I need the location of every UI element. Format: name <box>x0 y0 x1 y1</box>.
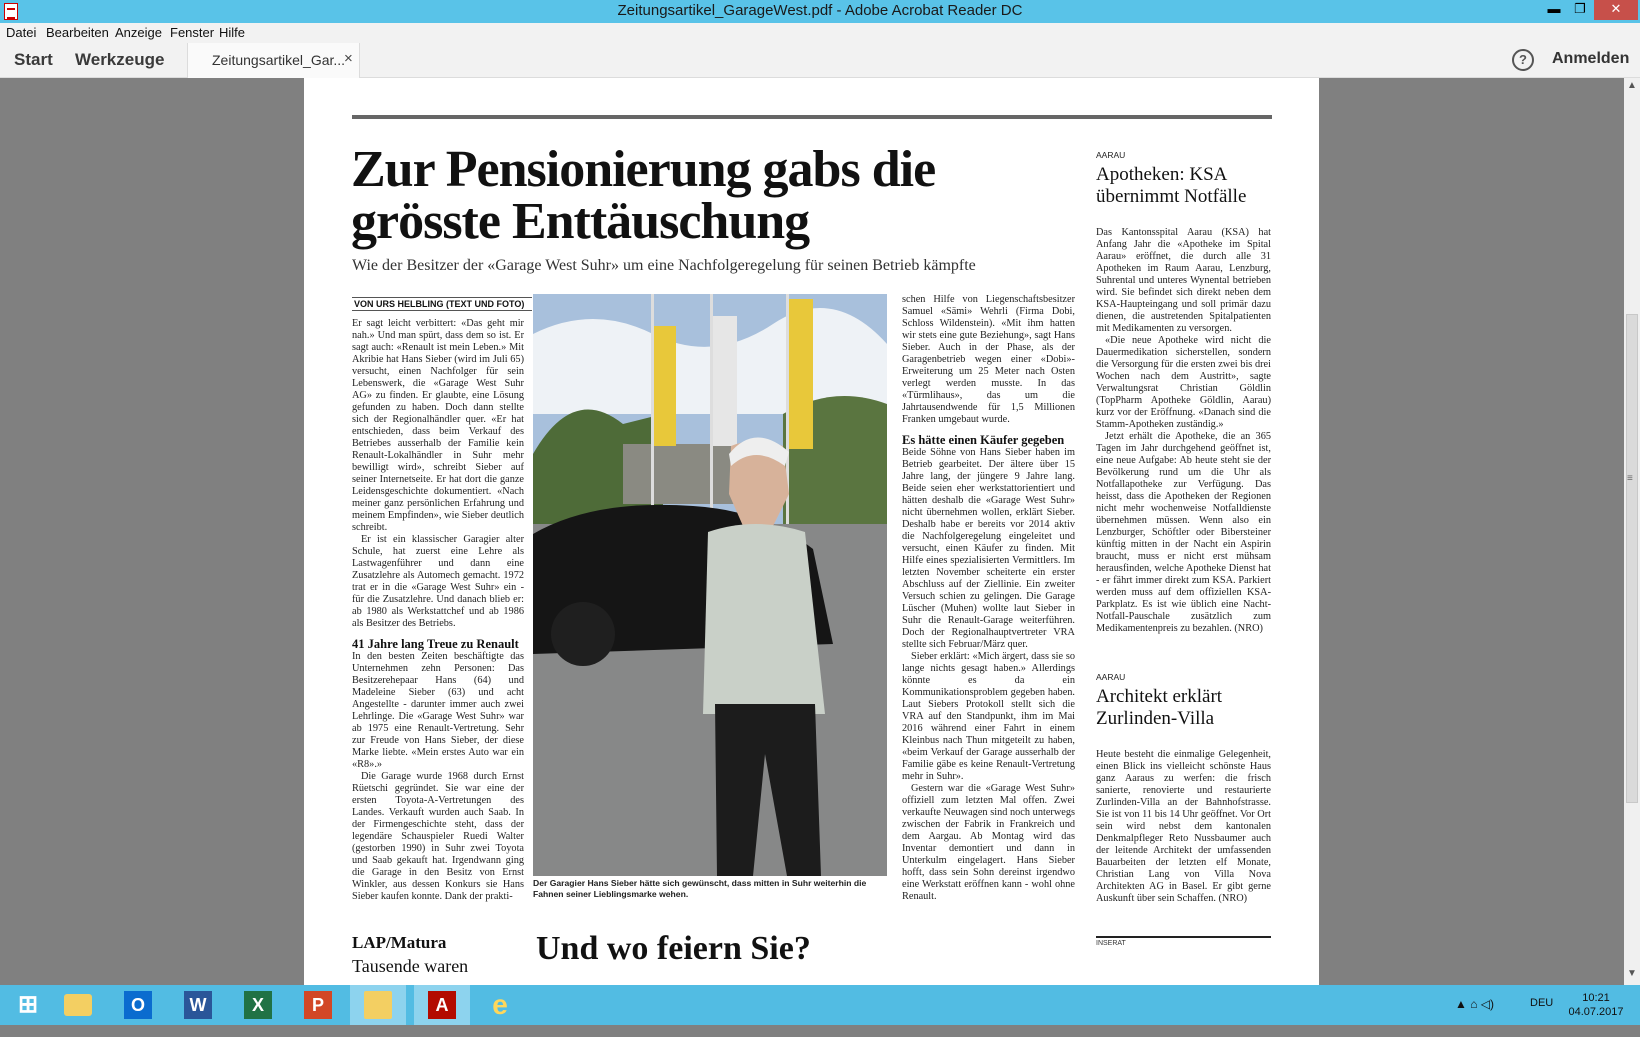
paragraph: Beide Söhne von Hans Sieber haben im Betrieb gearbeitet. Der ältere über 15 Jahre lang, der jüngere 9 Jahre lang. Beide seien eher werkstattorientiert und hätten deshalb die «Garage West Suhr» nicht übernehmen wollen, erklärt Sieber. Deshalb habe er bereits vor 2014 aktiv die Nachfolgeregelung eingeleitet und versucht, einen Käufer zu finden. Mit Hilfe eines spezialisierten Vermittlers. Im letzten November scheiterte ein erster Abschluss auf der Ziellinie. Ein zweiter Versuch schien zu gelingen. Die Garage Lüscher (Muhen) wollte laut Sieber in Suhr die Renault-Garage weiterführen. Doch der Regionalhauptvertreter VRA stellte sich Februar/März quer. <box>902 447 1075 650</box>
document-tab-label: Zeitungsartikel_Gar... <box>212 52 346 68</box>
ad-headline: Und wo feiern Sie? <box>536 930 811 967</box>
paragraph: In den besten Zeiten beschäftigte das Unternehmen zehn Personen: Das Besitzerehepaar Hans (64) und Madeleine Sieber (63) und acht Angestellte - darunter immer auch zwei Lehrlinge. Die «Garage West Suhr» war ab 1975 eine Renault-Vertretung. Sehr zur Freude von Hans Sieber, der diese Marke liebte. «Mein erstes Auto war ein «R8».» <box>352 651 524 770</box>
taskbar-file-explorer[interactable] <box>50 985 106 1025</box>
photo-caption: Der Garagier Hans Sieber hätte sich gewünscht, dass mitten in Suhr weiterhin die Fahnen seiner Lieblingsmarke wehen. <box>533 878 867 899</box>
outlook-icon: O <box>124 991 152 1019</box>
menu-bearbeiten[interactable]: Bearbeiten <box>46 25 109 40</box>
document-viewer[interactable] <box>0 78 1640 985</box>
scroll-up-icon[interactable]: ▲ <box>1627 80 1637 91</box>
taskbar-internet-explorer[interactable] <box>472 985 528 1025</box>
teaser-subline: Tausende waren <box>352 956 469 976</box>
article-column-3 <box>902 294 1075 974</box>
side-headline: Apotheken: KSA übernimmt Notfälle <box>1096 164 1247 207</box>
tab-document[interactable] <box>187 43 360 78</box>
help-icon[interactable]: ? <box>1512 49 1534 71</box>
windows-icon: ⊞ <box>17 991 39 1018</box>
excel-icon: X <box>244 991 272 1019</box>
maximize-button[interactable]: ❐ <box>1567 0 1593 20</box>
paragraph: Heute besteht die einmalige Gelegenheit, einen Blick ins vielleicht schönste Haus ganz Aaraus zu werfen: die frisch sanierte, renovierte und restaurierte Zurlinden-Villa an der Bahnhofstrasse. Sie ist von 11 bis 14 Uhr geöffnet. Vor Ort sein wird nebst dem kantonalen Denkmalpfleger Reto Nussbaumer auch der leitende Architekt der umfassenden Bauarbeiten der letzten elf Monate, Christian Lang von Villa Nova Architekten AG in Basel. Er gibt gerne Auskunft über sein Schaffen. (NRO) <box>1096 749 1271 904</box>
acrobat-icon: A <box>428 991 456 1019</box>
article-photo <box>533 294 887 876</box>
inserat-label: INSERAT <box>1096 940 1126 947</box>
close-tab-icon[interactable]: × <box>344 50 353 67</box>
clock-date: 04.07.2017 <box>1568 1006 1624 1018</box>
paragraph: Er ist ein klassischer Garagier alter Schule, hat zuerst eine Lehre als Lastwagenführer und dann eine Zusatzlehre als Automech gemacht. 1972 trat er in die «Garage West Suhr» ein - für die Zusatzlehre. Und danach blieb er: ab 1980 als Werkstattchef und ab 1986 als Besitzer des Betriebs. <box>352 534 524 629</box>
side-category: AARAU <box>1096 150 1126 160</box>
tab-werkzeuge[interactable]: Werkzeuge <box>75 50 165 69</box>
side-article-1 <box>1096 227 1271 713</box>
paragraph: «Die neue Apotheke wird nicht die Dauermedikation sicherstellen, sondern die Versorgung für die ersten zwei bis drei Wochen nach dem Austritt», sagte Verwaltungsrat Christian Göldlin (TopPharm Apotheke Göldlin, Aarau) kurz vor der Eröffnung. «Danach sind die Stamm-Apotheken zuständig.» <box>1096 335 1271 430</box>
paragraph: Jetzt erhält die Apotheke, die an 365 Tagen im Jahr durchgehend geöffnet ist, eine neue Aufgabe: Ab heute steht sie der Bevölkerung rund um die Uhr als Notfallapotheke zur Verfügung. Das heisst, dass die Apotheken der Regionen nicht mehr wochenweise Notfalldienste übernehmen müssen. Wenn also ein Lenzburger, Schöftler oder Bibersteiner künftig mitten in der Nacht ein Aspirin braucht, muss er nicht erst mühsam herausfinden, welche Apotheke Dienst hat - er fährt immer direkt zum KSA. Parkiert werden muss auf dem offiziellen KSA-Parkplatz. Es ist wie üblich eine Nacht-Notfall-Pauschale zusätzlich zum Medikamentenpreis zu bezahlen. (NRO) <box>1096 431 1271 634</box>
teaser-headline: LAP/Matura <box>352 933 447 952</box>
side-headline: Architekt erklärt Zurlinden-Villa <box>1096 686 1223 729</box>
start-button[interactable] <box>0 985 56 1025</box>
subheading: Es hätte einen Käufer gegeben <box>902 433 1065 447</box>
article-byline: VON URS HELBLING (TEXT UND FOTO) <box>352 297 532 311</box>
window-title: Zeitungsartikel_GarageWest.pdf - Adobe Acrobat Reader DC <box>617 2 1023 19</box>
pdf-page <box>304 78 1319 985</box>
paragraph: Gestern war die «Garage West Suhr» offiziell zum letzten Mal offen. Zwei verkaufte Neuwagen sind noch unterwegs zwischen der Fabrik in Frankreich und dem Aargau. Ab Montag wird das Inventar demontiert und dann in Unterkulm eingelagert. Hans Sieber hofft, dass sein Sohn dereinst irgendwo eine Werkstatt eröffnen kann - wohl ohne Renault. <box>902 783 1075 902</box>
article-headline: Zur Pensionierung gabs die grösste Enttäuschung <box>351 141 936 250</box>
subheading: 41 Jahre lang Treue zu Renault <box>352 637 519 651</box>
language-indicator[interactable]: DEU <box>1530 997 1554 1009</box>
scroll-thumb[interactable] <box>1626 314 1638 803</box>
tray-icons[interactable]: ▲ ⌂ ◁) <box>1455 997 1495 1011</box>
scroll-down-icon[interactable]: ▼ <box>1627 968 1637 979</box>
title-bar <box>0 0 1640 23</box>
tab-bar <box>0 43 1640 78</box>
folder-icon <box>364 991 392 1019</box>
paragraph: schen Hilfe von Liegenschaftsbesitzer Samuel «Sämi» Wehrli (Firma Dobi, Schloss Wildenstein). «Mit ihm hatten wir stets eine gute Beziehung», sagt Hans Sieber. Auch in der Phase, als der Garagenbetrieb wegen einer «Dobi»-Erweiterung um 25 Meter nach Osten verlegt werden musste. In das «Türmlihaus», das um die Jahrtausendwende für 1,5 Millionen Franken umgebaut wurde. <box>902 294 1075 425</box>
folder-icon <box>64 994 92 1016</box>
taskbar-folder[interactable] <box>350 985 406 1025</box>
menu-hilfe[interactable]: Hilfe <box>219 25 246 40</box>
article-column-1 <box>352 318 524 974</box>
clock-time: 10:21 <box>1582 992 1610 1004</box>
article-subhead: Wie der Besitzer der «Garage West Suhr» um eine Nachfolgeregelung für seinen Betrieb kämpfte <box>352 257 976 274</box>
taskbar <box>0 985 1640 1025</box>
taskbar-powerpoint[interactable] <box>290 985 346 1025</box>
internet-explorer-icon: e <box>492 989 508 1020</box>
inserat-rule <box>1096 936 1271 938</box>
signin-button[interactable]: Anmelden <box>1552 50 1630 67</box>
word-icon: W <box>184 991 212 1019</box>
taskbar-word[interactable] <box>170 985 226 1025</box>
scroll-grip-icon: ≡ <box>1627 473 1633 484</box>
menu-datei[interactable]: Datei <box>6 25 37 40</box>
close-window-button[interactable]: ✕ <box>1594 0 1638 20</box>
paragraph: Das Kantonsspital Aarau (KSA) hat Anfang Jahr die «Apotheke im Spital Aarau» eröffnet, die durch alle 31 Apotheken im Raum Aarau, Lenzburg, Suhrental und unteres Wynental betrieben wird. Sie befindet sich direkt neben dem KSA-Haupteingang und soll primär dazu dienen, die austretenden Spitalpatienten mit Medikamenten zu versorgen. <box>1096 227 1271 334</box>
menu-anzeige[interactable]: Anzeige <box>115 25 162 40</box>
minimize-button[interactable]: ▬ <box>1541 0 1567 20</box>
paragraph: Sieber erklärt: «Mich ärgert, dass sie so lange nichts gesagt haben.» Allerdings könnte es da ein Kommunikationsproblem gegeben haben. Laut Siebers Protokoll stellt sich die VRA auf den Standpunkt, ihm im Mai 2016 während einer Fahrt in einem Kleinbus nach Thun mitgeteilt zu haben, «beim Verkauf der Garage ausserhalb der Familie gäbe es keine Renault-Vertretung mehr in Suhr». <box>902 651 1075 782</box>
taskbar-acrobat[interactable] <box>414 985 470 1025</box>
top-rule <box>352 115 1272 119</box>
taskbar-excel[interactable] <box>230 985 286 1025</box>
menu-bar <box>0 23 1640 43</box>
clock[interactable] <box>1560 991 1632 1031</box>
side-category: AARAU <box>1096 672 1126 682</box>
paragraph: Die Garage wurde 1968 durch Ernst Rüetschi gegründet. Sie war eine der ersten Toyota-A-Vertretungen des Landes. Verkauft wurden auch Saab. In der Firmengeschichte steht, dass der legendäre Schauspieler Ruedi Walter (gestorben 1990) in Suhr zwei Toyota und Saab gekauft hat. Irgendwann ging die Garage in den Besitz von Ernst Winkler, aus dessen Konkurs sie Hans Sieber kaufen konnte. Dank der prakti- <box>352 771 524 902</box>
powerpoint-icon: P <box>304 991 332 1019</box>
tab-start[interactable]: Start <box>14 50 53 69</box>
vertical-scrollbar[interactable] <box>1624 78 1640 985</box>
paragraph: Er sagt leicht verbittert: «Das geht mir nah.» Und man spürt, dass dem so ist. Er sagt auch: «Renault ist mein Leben.» Mit Akribie hat Hans Sieber (wird im Juli 65) versucht, einen Nachfolger für sein Lebenswerk, die «Garage West Suhr AG» zu finden. Er glaubte, eine Lösung gefunden zu haben. Doch dann stellte sich der Regionalhändler quer. «Er hat entschieden, dass beim Verkauf des Betriebes ausserhalb der Familie kein Renault-Lokalhändler in Suhr mehr bewilligt wird», schreibt Sieber auf seiner Internetseite. Er hat dort die ganze Leidensgeschichte dokumentiert. «Nach meiner ganz persönlichen Erfahrung und meinem Empfinden», wie Sieber deutlich schreibt. <box>352 318 524 533</box>
taskbar-outlook[interactable] <box>110 985 166 1025</box>
menu-fenster[interactable]: Fenster <box>170 25 215 40</box>
